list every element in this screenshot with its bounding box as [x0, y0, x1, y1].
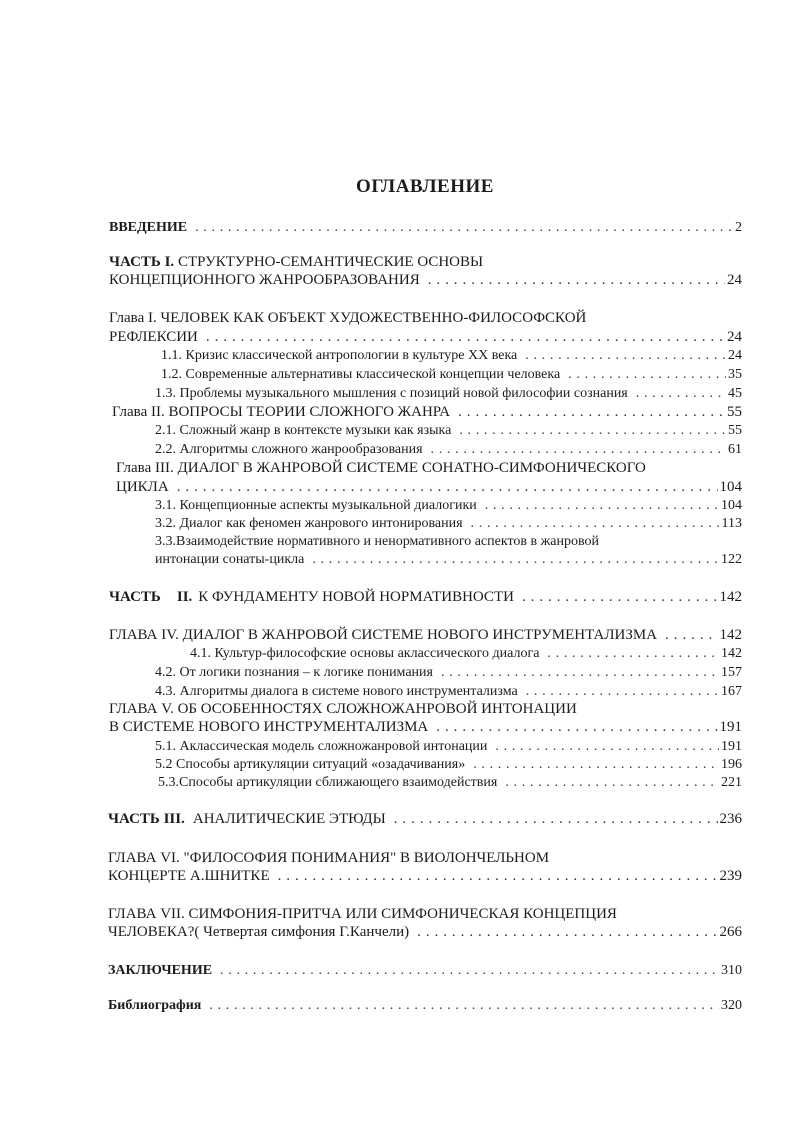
leader-dots	[394, 810, 718, 828]
page-number: 142	[721, 646, 742, 661]
page-number: 236	[719, 811, 742, 827]
page-number: 113	[721, 516, 742, 531]
leader-dots	[505, 774, 719, 792]
page-number: 167	[721, 684, 742, 699]
chapter-title-line2: КОНЦЕРТЕ А.ШНИТКЕ	[108, 868, 270, 884]
section-title: 1.3. Проблемы музыкального мышления с позиций новой философии сознания	[155, 386, 628, 401]
leader-dots	[195, 219, 733, 237]
leader-dots	[522, 588, 718, 606]
section-title: 4.3. Алгоритмы диалога в системе нового инструментализма	[155, 684, 518, 699]
section-title: 5.2 Способы артикуляции ситуаций «озадачивания»	[155, 757, 466, 772]
chapter-title: ГЛАВА IV. ДИАЛОГ В ЖАНРОВОЙ СИСТЕМЕ НОВОГО ИНСТРУМЕНТАЛИЗМА	[109, 627, 658, 643]
entry-label: ВВЕДЕНИЕ	[109, 220, 188, 235]
leader-dots	[526, 683, 719, 701]
page-number: 55	[727, 404, 742, 420]
toc-chapter-1-line2[interactable]	[109, 328, 742, 346]
toc-chapter-3-line2[interactable]	[116, 478, 742, 496]
toc-part-3[interactable]	[108, 810, 742, 828]
part-title: К ФУНДАМЕНТУ НОВОЙ НОРМАТИВНОСТИ	[198, 589, 514, 605]
leader-dots	[220, 962, 719, 980]
page-number: 35	[728, 367, 742, 382]
leader-dots	[312, 551, 719, 569]
leader-dots	[471, 515, 720, 533]
leader-dots	[417, 923, 717, 941]
page-number: 104	[721, 498, 742, 513]
leader-dots	[636, 385, 726, 403]
chapter-title-line2: ЧЕЛОВЕКА?( Четвертая симфония Г.Канчели)	[108, 924, 410, 940]
toc-section-5-3[interactable]	[158, 774, 742, 792]
toc-section-5-2[interactable]	[155, 756, 742, 774]
toc-part-1-line2[interactable]	[109, 271, 742, 289]
entry-label: ЗАКЛЮЧЕНИЕ	[108, 963, 213, 978]
part-label: ЧАСТЬ I.	[109, 254, 175, 270]
toc-part-1-heading[interactable]	[109, 253, 483, 271]
section-title: 2.1. Сложный жанр в контексте музыки как языка	[155, 423, 452, 438]
page-number: 24	[727, 329, 742, 345]
toc-chapter-7-line2[interactable]	[108, 923, 742, 941]
leader-dots	[428, 271, 725, 289]
section-title: 1.1. Кризис классической антропологии в культуре ХХ века	[161, 348, 518, 363]
section-title-line2: интонации сонаты-цикла	[155, 552, 305, 567]
toc-section-2-2[interactable]	[155, 441, 742, 459]
entry-label: Библиография	[108, 998, 202, 1013]
toc-part-2[interactable]	[109, 588, 742, 606]
toc-section-4-1[interactable]	[190, 645, 742, 663]
page-number: 24	[728, 348, 742, 363]
toc-entry-conclusion[interactable]	[108, 962, 742, 980]
chapter-title-line2: В СИСТЕМЕ НОВОГО ИНСТРУМЕНТАЛИЗМА	[109, 719, 429, 735]
page-number: 239	[719, 868, 742, 884]
toc-section-3-3-line2[interactable]	[155, 551, 742, 569]
page-number: 122	[721, 552, 742, 567]
part-title-line2: КОНЦЕПЦИОННОГО ЖАНРООБРАЗОВАНИЯ	[109, 272, 420, 288]
leader-dots	[525, 347, 726, 365]
leader-dots	[206, 328, 725, 346]
toc-section-1-3[interactable]	[155, 385, 742, 403]
page-number: 221	[721, 775, 742, 790]
toc-chapter-3-line1[interactable]: Глава III. ДИАЛОГ В ЖАНРОВОЙ СИСТЕМЕ СОНАТНО-СИМФОНИЧЕСКОГО	[116, 460, 646, 476]
leader-dots	[278, 867, 718, 885]
page-number: 310	[721, 963, 742, 978]
toc-section-5-1[interactable]	[155, 738, 742, 756]
leader-dots	[665, 626, 717, 644]
toc-section-4-2[interactable]	[155, 664, 742, 682]
toc-section-4-3[interactable]	[155, 683, 742, 701]
part-title: АНАЛИТИЧЕСКИЕ ЭТЮДЫ	[192, 811, 386, 827]
part-label: ЧАСТЬ III.	[108, 811, 185, 827]
section-title: 5.3.Способы артикуляции сближающего взаимодействия	[158, 775, 498, 790]
toc-chapter-6-line2[interactable]	[108, 867, 742, 885]
page-number: 2	[735, 220, 742, 235]
section-title: 4.2. От логики познания – к логике понимания	[155, 665, 433, 680]
toc-chapter-4[interactable]	[109, 626, 742, 644]
leader-dots	[441, 664, 719, 682]
page-number: 196	[721, 757, 742, 772]
page-number: 266	[719, 924, 742, 940]
section-title: 1.2. Современные альтернативы классической концепции человека	[161, 367, 561, 382]
page-number: 61	[728, 442, 742, 457]
page-number: 45	[728, 386, 742, 401]
toc-entry-bibliography[interactable]	[108, 997, 742, 1015]
section-title: 2.2. Алгоритмы сложного жанрообразования	[155, 442, 423, 457]
toc-section-3-2[interactable]	[155, 515, 742, 533]
toc-section-2-1[interactable]	[155, 422, 742, 440]
leader-dots	[209, 997, 719, 1015]
chapter-title: Глава II. ВОПРОСЫ ТЕОРИИ СЛОЖНОГО ЖАНРА	[112, 404, 451, 420]
leader-dots	[547, 645, 719, 663]
toc-chapter-1-line1[interactable]: Глава I. ЧЕЛОВЕК КАК ОБЪЕКТ ХУДОЖЕСТВЕННО-ФИЛОСОФСКОЙ	[109, 310, 587, 326]
page-number: 157	[721, 665, 742, 680]
section-title: 3.2. Диалог как феномен жанрового интонирования	[155, 516, 463, 531]
toc-entry-intro[interactable]	[109, 219, 742, 237]
toc-chapter-6-line1[interactable]: ГЛАВА VI. "ФИЛОСОФИЯ ПОНИМАНИЯ" В ВИОЛОНЧЕЛЬНОМ	[108, 850, 550, 866]
toc-section-1-1[interactable]	[161, 347, 742, 365]
toc-section-3-1[interactable]	[155, 497, 742, 515]
page-number: 24	[727, 272, 742, 288]
leader-dots	[485, 497, 719, 515]
toc-section-3-3-line1[interactable]: 3.3.Взаимодействие нормативного и ненормативного аспектов в жанровой	[155, 534, 600, 549]
page-number: 320	[721, 998, 742, 1013]
section-title: 3.1. Концепционные аспекты музыкальной диалогики	[155, 498, 477, 513]
leader-dots	[458, 403, 725, 421]
page-number: 55	[728, 423, 742, 438]
part-title-line1: СТРУКТУРНО-СЕМАНТИЧЕСКИЕ ОСНОВЫ	[177, 254, 484, 270]
page-number: 104	[719, 479, 742, 495]
leader-dots	[459, 422, 726, 440]
leader-dots	[436, 718, 717, 736]
leader-dots	[495, 738, 719, 756]
toc-section-1-2[interactable]	[161, 366, 742, 384]
toc-chapter-5-line2[interactable]	[109, 718, 742, 736]
chapter-title-line2: РЕФЛЕКСИИ	[109, 329, 198, 345]
toc-chapter-5-line1[interactable]: ГЛАВА V. ОБ ОСОБЕННОСТЯХ СЛОЖНОЖАНРОВОЙ ИНТОНАЦИИ	[109, 701, 577, 717]
toc-title: ОГЛАВЛЕНИЕ	[356, 176, 494, 197]
page-number: 142	[719, 627, 742, 643]
page-number: 191	[721, 739, 742, 754]
part-number: II.	[176, 589, 193, 605]
leader-dots	[431, 441, 726, 459]
leader-dots	[177, 478, 718, 496]
page-number: 191	[719, 719, 742, 735]
toc-chapter-2[interactable]	[112, 403, 742, 421]
section-title: 5.1. Аклассическая модель сложножанровой интонации	[155, 739, 488, 754]
chapter-title-line2: ЦИКЛА	[116, 479, 169, 495]
part-label: ЧАСТЬ	[109, 589, 161, 605]
toc-chapter-7-line1[interactable]: ГЛАВА VII. СИМФОНИЯ-ПРИТЧА ИЛИ СИМФОНИЧЕСКАЯ КОНЦЕПЦИЯ	[108, 906, 617, 922]
leader-dots	[568, 366, 726, 384]
page-number: 142	[719, 589, 742, 605]
section-title: 4.1. Культур-философские основы аклассического диалога	[190, 646, 540, 661]
leader-dots	[473, 756, 719, 774]
